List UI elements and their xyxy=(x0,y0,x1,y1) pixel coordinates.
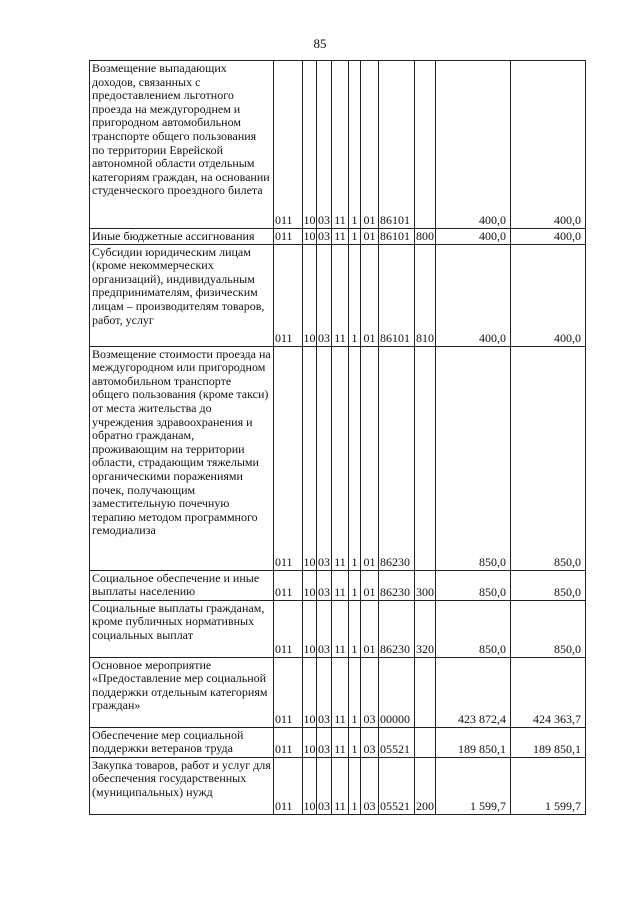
program-code: 11 xyxy=(332,229,349,245)
direction-code: 86230 xyxy=(379,570,415,600)
table-row xyxy=(90,657,586,727)
expense-type-code: 200 xyxy=(415,757,436,814)
expense-type-code xyxy=(415,61,436,229)
expense-type-code: 320 xyxy=(415,600,436,657)
subsection-code: 03 xyxy=(317,570,332,600)
sum-year-1: 189 850,1 xyxy=(436,727,511,757)
ministry-code: 011 xyxy=(274,570,303,600)
event-code: 01 xyxy=(361,346,379,570)
sum-year-2: 400,0 xyxy=(511,229,586,245)
direction-code: 05521 xyxy=(379,757,415,814)
expense-type-code xyxy=(415,657,436,727)
section-code: 10 xyxy=(303,757,317,814)
sum-year-2: 850,0 xyxy=(511,570,586,600)
row-name: Основное мероприятие «Предоставление мер социальной поддержки отдельным категориям граждан» xyxy=(90,657,274,727)
event-code: 01 xyxy=(361,244,379,346)
ministry-code: 011 xyxy=(274,244,303,346)
table-row xyxy=(90,61,586,229)
sum-year-2: 400,0 xyxy=(511,244,586,346)
direction-code: 05521 xyxy=(379,727,415,757)
subprogram-code: 1 xyxy=(349,757,361,814)
event-code: 01 xyxy=(361,600,379,657)
program-code: 11 xyxy=(332,61,349,229)
sum-year-1: 423 872,4 xyxy=(436,657,511,727)
table-row xyxy=(90,570,586,600)
table-row xyxy=(90,600,586,657)
subsection-code: 03 xyxy=(317,346,332,570)
subprogram-code: 1 xyxy=(349,570,361,600)
subsection-code: 03 xyxy=(317,244,332,346)
subprogram-code: 1 xyxy=(349,346,361,570)
section-code: 10 xyxy=(303,244,317,346)
row-name: Возмещение выпадающих доходов, связанных с предоставлением льготного проезда на междугороднем и пригородном автомобильном транспорте общего пользования по территории Еврейской автономной области отдельным категориям граждан, на основании студенческого проездного билета xyxy=(90,61,274,229)
sum-year-1: 850,0 xyxy=(436,346,511,570)
sum-year-1: 1 599,7 xyxy=(436,757,511,814)
table-row xyxy=(90,244,586,346)
ministry-code: 011 xyxy=(274,346,303,570)
expense-type-code: 800 xyxy=(416,229,434,243)
table-row xyxy=(90,757,586,814)
section-code: 10 xyxy=(303,727,317,757)
direction-code: 86230 xyxy=(379,600,415,657)
section-code: 10 xyxy=(303,229,316,243)
row-name: Иные бюджетные ассигнования xyxy=(90,229,274,245)
table-row xyxy=(90,346,586,570)
program-code: 11 xyxy=(332,757,349,814)
sum-year-1: 400,0 xyxy=(436,244,511,346)
subsection-code: 03 xyxy=(317,61,332,229)
page-number: 85 xyxy=(313,36,327,51)
ministry-code: 011 xyxy=(274,600,303,657)
ministry-code: 011 xyxy=(274,657,303,727)
sum-year-2: 850,0 xyxy=(511,600,586,657)
direction-code: 86101 xyxy=(379,244,415,346)
subprogram-code: 1 xyxy=(349,244,361,346)
sum-year-2: 1 599,7 xyxy=(511,757,586,814)
sum-year-2: 424 363,7 xyxy=(511,657,586,727)
subprogram-code: 1 xyxy=(349,229,361,245)
subsection-code: 03 xyxy=(317,757,332,814)
sum-year-1: 400,0 xyxy=(436,61,511,229)
section-code: 10 xyxy=(303,600,317,657)
subprogram-code: 1 xyxy=(349,727,361,757)
sum-year-2: 400,0 xyxy=(511,61,586,229)
direction-code: 00000 xyxy=(379,657,415,727)
section-code: 10 xyxy=(303,61,317,229)
event-code: 03 xyxy=(361,727,379,757)
direction-code: 86101 xyxy=(379,61,415,229)
ministry-code: 011 xyxy=(274,727,303,757)
expense-type-code xyxy=(415,727,436,757)
program-code: 11 xyxy=(332,727,349,757)
row-name: Социальные выплаты гражданам, кроме публичных нормативных социальных выплат xyxy=(90,600,274,657)
ministry-code: 011 xyxy=(274,61,303,229)
ministry-code: 011 xyxy=(274,229,303,245)
row-name: Субсидии юридическим лицам (кроме некоммерческих организаций), индивидуальным предпринимателям, физическим лицам – производителям товаров, работ, услуг xyxy=(90,244,274,346)
sum-year-1: 850,0 xyxy=(436,600,511,657)
sum-year-2: 189 850,1 xyxy=(511,727,586,757)
sum-year-1: 400,0 xyxy=(436,229,511,245)
row-name: Закупка товаров, работ и услуг для обеспечения государственных (муниципальных) нужд xyxy=(90,757,274,814)
row-name: Обеспечение мер социальной поддержки ветеранов труда xyxy=(90,727,274,757)
program-code: 11 xyxy=(332,600,349,657)
subsection-code: 03 xyxy=(317,727,332,757)
program-code: 11 xyxy=(332,346,349,570)
subsection-code: 03 xyxy=(318,229,330,243)
expense-type-code xyxy=(415,346,436,570)
subprogram-code: 1 xyxy=(349,657,361,727)
row-name: Социальное обеспечение и иные выплаты населению xyxy=(90,570,274,600)
table-row xyxy=(90,727,586,757)
subprogram-code: 1 xyxy=(349,61,361,229)
event-code: 03 xyxy=(361,657,379,727)
expense-type-code: 810 xyxy=(415,244,436,346)
direction-code: 86230 xyxy=(379,346,415,570)
event-code: 01 xyxy=(361,61,379,229)
program-code: 11 xyxy=(332,657,349,727)
subsection-code: 03 xyxy=(317,600,332,657)
subsection-code: 03 xyxy=(317,657,332,727)
program-code: 11 xyxy=(332,244,349,346)
subprogram-code: 1 xyxy=(349,600,361,657)
program-code: 11 xyxy=(332,570,349,600)
budget-table xyxy=(89,60,586,815)
section-code: 10 xyxy=(303,570,317,600)
event-code: 01 xyxy=(361,229,379,245)
row-name: Возмещение стоимости проезда на междугородном или пригородном автомобильном транспорте общего пользования (кроме такси) от места жительства до учреждения здравоохранения и обратно гражданам, проживающим на территории области, страдающим тяжелыми органическими поражениями почек, получающим заместительную почечную терапию методом программного гемодиализа xyxy=(90,346,274,570)
expense-type-code: 300 xyxy=(415,570,436,600)
table-row xyxy=(90,229,586,245)
direction-code: 86101 xyxy=(379,229,415,245)
ministry-code: 011 xyxy=(274,757,303,814)
sum-year-2: 850,0 xyxy=(511,346,586,570)
event-code: 01 xyxy=(361,570,379,600)
event-code: 03 xyxy=(361,757,379,814)
section-code: 10 xyxy=(303,657,317,727)
section-code: 10 xyxy=(303,346,317,570)
sum-year-1: 850,0 xyxy=(436,570,511,600)
